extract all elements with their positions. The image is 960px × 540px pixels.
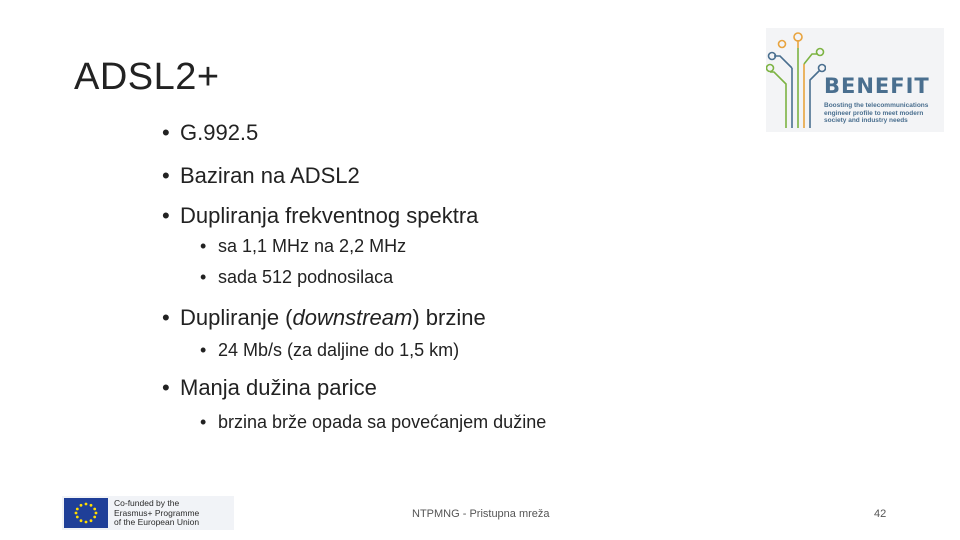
- bullet-text: sada 512 podnosilaca: [218, 267, 394, 287]
- bullet-text: Dupliranja frekventnog spektra: [180, 203, 479, 228]
- eu-badge-text: [114, 499, 199, 528]
- sub-bullet-item: [200, 267, 393, 288]
- bullet-dot: •: [200, 267, 207, 287]
- bullet-text: 24 Mb/s (za daljine do 1,5 km): [218, 340, 460, 360]
- bullet-dot: •: [200, 340, 207, 360]
- bullet-text: Manja dužina parice: [180, 375, 377, 400]
- bullet-text: brzina brže opada sa povećanjem dužine: [218, 412, 547, 432]
- bullet-item: [162, 305, 486, 331]
- logo-wordmark: BENEFIT: [824, 74, 930, 98]
- bullet-text-before: Dupliranje (: [180, 305, 293, 330]
- bullet-text-italic: downstream: [292, 305, 413, 330]
- bullet-dot: •: [200, 412, 207, 432]
- sub-bullet-item: [200, 340, 459, 361]
- eu-badge-line: Co-funded by the: [114, 498, 180, 508]
- page-number: 42: [874, 508, 887, 520]
- eu-stars-icon: [64, 498, 108, 528]
- circuit-tree-icon: [766, 28, 826, 132]
- eu-erasmus-badge: [62, 496, 234, 530]
- bullet-dot: •: [162, 375, 170, 400]
- eu-flag-icon: [64, 498, 108, 528]
- sub-bullet-item: [200, 236, 406, 257]
- bullet-item: [162, 375, 377, 401]
- sub-bullet-item: [200, 412, 546, 433]
- bullet-dot: •: [200, 236, 207, 256]
- bullet-text-after: ) brzine: [412, 305, 486, 330]
- eu-badge-line: Erasmus+ Programme: [114, 507, 200, 518]
- eu-badge-line: of the European Union: [114, 517, 200, 527]
- bullet-text: sa 1,1 MHz na 2,2 MHz: [218, 236, 407, 256]
- bullet-dot: •: [162, 120, 170, 145]
- bullet-dot: •: [162, 163, 170, 188]
- bullet-item: [162, 120, 258, 146]
- bullet-dot: •: [162, 305, 170, 330]
- bullet-text: Baziran na ADSL2: [180, 163, 360, 188]
- benefit-logo: [766, 28, 944, 132]
- bullet-text: G.992.5: [180, 120, 259, 145]
- footer-text: NTPMNG - Pristupna mreža: [412, 508, 550, 520]
- logo-tagline: Boosting the telecommunications engineer profile to meet modern society and industry needs: [824, 102, 929, 124]
- bullet-dot: •: [162, 203, 170, 228]
- bullet-item: [162, 203, 478, 229]
- bullet-item: [162, 163, 360, 189]
- slide-title: ADSL2+: [74, 56, 220, 98]
